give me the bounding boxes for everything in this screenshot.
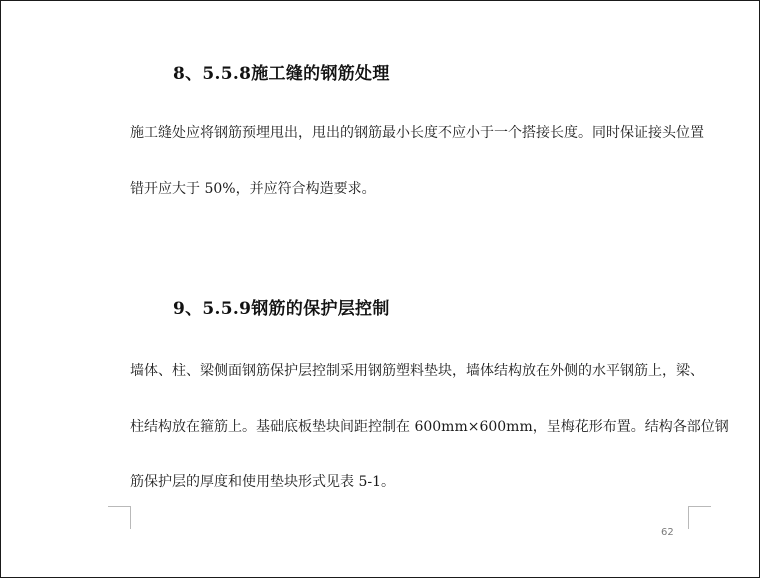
section-heading-rebar-cover: 9、5.5.9钢筋的保护层控制 [173, 299, 390, 319]
paragraph-line: 墙体、柱、梁侧面钢筋保护层控制采用钢筋塑料垫块，墙体结构放在外侧的水平钢筋上，梁、 [130, 363, 704, 379]
paragraph-line: 筋保护层的厚度和使用垫块形式见表 5-1。 [130, 474, 395, 490]
page-number: 62 [661, 527, 674, 538]
margin-corner-mark-left [108, 506, 131, 529]
paragraph-line: 施工缝处应将钢筋预埋甩出，甩出的钢筋最小长度不应小于一个搭接长度。同时保证接头位置 [130, 125, 704, 141]
margin-corner-mark-right [688, 506, 711, 529]
section-heading-construction-joint: 8、5.5.8施工缝的钢筋处理 [173, 64, 390, 84]
paragraph-line: 柱结构放在箍筋上。基础底板垫块间距控制在 600mm×600mm，呈梅花形布置。结构各部位钢 [130, 419, 729, 435]
paragraph-line: 错开应大于 50%，并应符合构造要求。 [130, 181, 376, 197]
